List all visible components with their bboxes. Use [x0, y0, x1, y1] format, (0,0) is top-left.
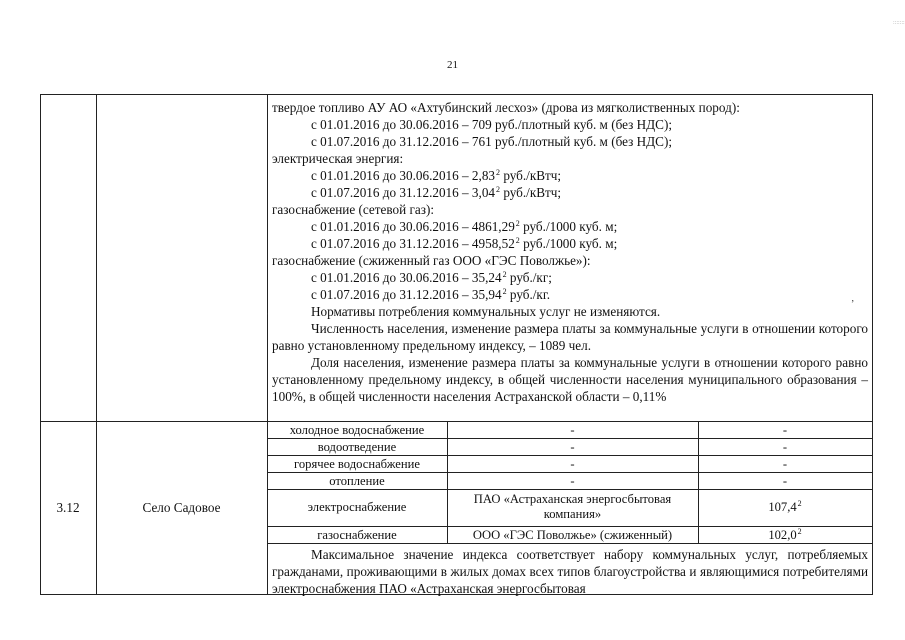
index-note: Максимальное значение индекса соответствует набору коммунальных услуг, потребляемых гражданами, проживающими в жилых домах всех типов благоустройства и являющимися потребителями электроснабжения ПАО «Астраханская энергосбытовая [272, 547, 868, 596]
superscript: 2 [515, 236, 520, 245]
service-row-divider-4 [267, 489, 873, 490]
service-provider: - [570, 457, 575, 471]
superscript: 2 [797, 527, 802, 536]
service-row-divider-3 [267, 472, 873, 473]
text-part: руб./1000 куб. м; [523, 236, 618, 251]
text-part: с 01.01.2016 до 30.06.2016 – 4861,29 [311, 219, 515, 234]
margin-scan-artifact: ::::::: [893, 20, 905, 26]
text-part: руб./кВтч; [503, 185, 562, 200]
service-provider: - [570, 423, 575, 437]
paragraph-population-count: Численность населения, изменение размера платы за коммунальные услуги в отношении которого равно установленному предельному индексу, – 1089 чел. [272, 321, 868, 353]
service-name: водоотведение [317, 440, 397, 454]
index-number: 102,0 [768, 528, 797, 542]
table-border-left [40, 94, 41, 594]
index-number: 107,4 [768, 500, 797, 514]
service-name: электроснабжение [307, 500, 407, 514]
superscript: 2 [496, 185, 501, 194]
text-part: руб./кг. [509, 287, 551, 302]
superscript: 2 [496, 168, 501, 177]
service-name: холодное водоснабжение [289, 423, 425, 437]
service-row-divider-5 [267, 526, 873, 527]
service-provider: ООО «ГЭС Поволжье» (сжиженный) [472, 528, 673, 542]
text-line: газоснабжение (сжиженный газ ООО «ГЭС Поволжье»): [272, 253, 591, 268]
text-line: с 01.07.2016 до 31.12.2016 – 761 руб./плотный куб. м (без НДС); [311, 134, 673, 149]
service-name: отопление [329, 474, 385, 488]
index-value: - [782, 457, 788, 471]
text-line: электрическая энергия: [272, 151, 404, 166]
service-name: горячее водоснабжение [294, 457, 420, 471]
table-row-divider [40, 421, 873, 422]
text-line: с 01.01.2016 до 30.06.2016 – 709 руб./плотный куб. м (без НДС); [311, 117, 673, 132]
superscript: 2 [502, 287, 507, 296]
index-value: - [782, 440, 788, 454]
superscript: 2 [515, 219, 520, 228]
service-row-divider-2 [267, 455, 873, 456]
scan-mark: ˌ [266, 304, 270, 315]
service-provider: ПАО «Астраханская энергосбытовая компания» [473, 492, 672, 521]
index-value: - [782, 423, 788, 437]
row-number: 3.12 [56, 500, 80, 515]
text-line: твердое топливо АУ АО «Ахтубинский лесхоз» (дрова из мягколиственных пород): [272, 100, 740, 115]
index-value [698, 528, 872, 544]
text-part: с 01.07.2016 до 31.12.2016 – 35,94 [311, 287, 502, 302]
text-part: руб./кг; [509, 270, 552, 285]
service-name: газоснабжение [317, 528, 397, 542]
text-line: Нормативы потребления коммунальных услуг не изменяются. [311, 304, 661, 319]
service-provider: - [570, 440, 575, 454]
table-border-top [40, 94, 873, 95]
index-value [698, 500, 872, 516]
settlement-name: Село Садовое [142, 500, 221, 515]
index-value: - [782, 474, 788, 488]
table-border-right [872, 94, 873, 594]
scan-mark: ʼ [851, 299, 855, 310]
text-part: с 01.07.2016 до 31.12.2016 – 3,04 [311, 185, 496, 200]
text-part: руб./кВтч; [503, 168, 562, 183]
service-provider: - [570, 474, 575, 488]
paragraph-population-share: Доля населения, изменение размера платы за коммунальные услуги в отношении которого равно установленному предельному индексу, в общей численности населения муниципального образования – 100%, в общей численности населения Астраханской области – 0,11% [272, 355, 868, 404]
text-part: руб./1000 куб. м; [523, 219, 618, 234]
superscript: 2 [797, 499, 802, 508]
text-part: с 01.01.2016 до 30.06.2016 – 2,83 [311, 168, 496, 183]
superscript: 2 [502, 270, 507, 279]
text-part: с 01.01.2016 до 30.06.2016 – 35,24 [311, 270, 502, 285]
page-number: 21 [447, 59, 458, 71]
text-line: газоснабжение (сетевой газ): [272, 202, 435, 217]
service-row-divider-1 [267, 438, 873, 439]
table-col-divider-1 [96, 94, 97, 594]
text-part: с 01.07.2016 до 31.12.2016 – 4958,52 [311, 236, 515, 251]
table-col-divider-2 [267, 94, 268, 594]
